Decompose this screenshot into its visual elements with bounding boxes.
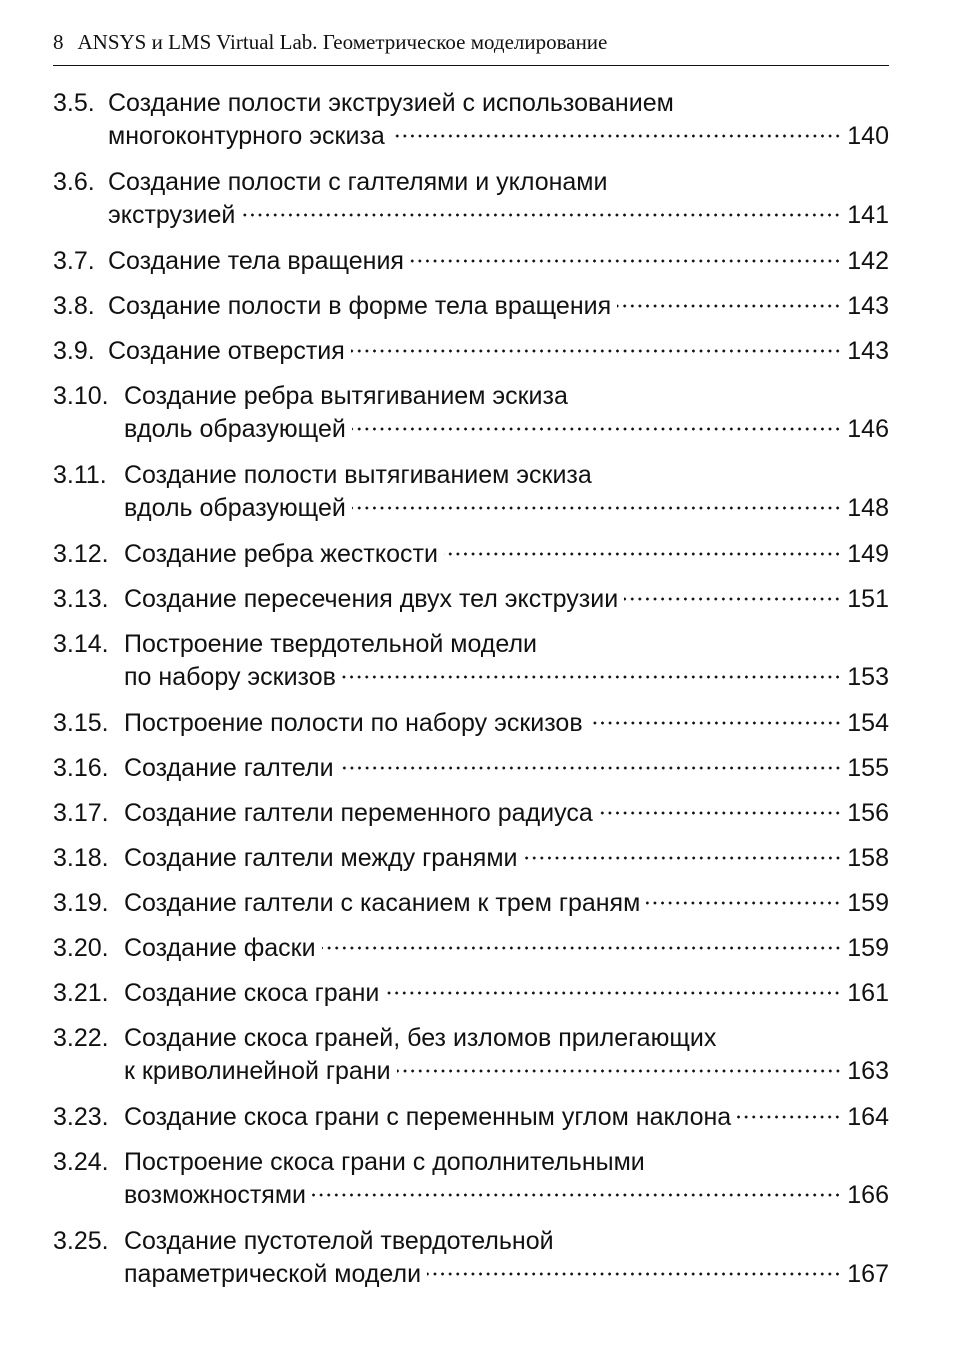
toc-entry-title: Создание тела вращения (108, 247, 404, 275)
dot-leader (352, 419, 841, 439)
toc-entry-page: 148 (847, 494, 889, 522)
toc-entry (53, 538, 889, 571)
toc-entry-page: 161 (847, 979, 889, 1007)
toc-entry-number: 3.24. (53, 1148, 109, 1176)
dot-leader (524, 848, 842, 868)
dot-leader (410, 251, 841, 271)
toc-entry-page: 153 (847, 663, 889, 691)
toc-entry-line (53, 380, 889, 413)
toc-entry-page: 149 (847, 540, 889, 568)
toc-entry-line (53, 166, 889, 199)
toc-entry-line (53, 752, 889, 785)
toc-entry-page: 159 (847, 934, 889, 962)
toc-entry (53, 842, 889, 875)
toc-entry-title: Создание фаски (124, 934, 316, 962)
toc-entry-number: 3.18. (53, 844, 109, 872)
toc-entry (53, 459, 889, 525)
toc-entry-number: 3.13. (53, 585, 109, 613)
toc-entry-line (53, 661, 889, 694)
toc-entry-line (53, 413, 889, 446)
page-number: 8 (53, 30, 64, 54)
dot-leader (589, 713, 842, 733)
dot-leader (599, 803, 842, 823)
toc-entry-title: Построение твердотельной модели (124, 630, 538, 658)
toc-entry-number: 3.11. (53, 461, 107, 489)
table-of-contents (53, 87, 889, 1304)
toc-entry-page: 142 (847, 247, 889, 275)
toc-entry-title: многоконтурного эскиза (108, 122, 385, 150)
toc-entry-number: 3.9. (53, 337, 95, 365)
dot-leader (617, 296, 841, 316)
toc-entry-title: к криволинейной грани (124, 1057, 391, 1085)
toc-entry-title: экструзией (108, 201, 236, 229)
toc-entry-page: 156 (847, 799, 889, 827)
toc-entry-title: Создание галтели с касанием к трем граням (124, 889, 641, 917)
toc-entry (53, 166, 889, 232)
toc-entry-line (53, 492, 889, 525)
toc-entry-line (53, 290, 889, 323)
toc-entry-page: 158 (847, 844, 889, 872)
dot-leader (737, 1107, 841, 1127)
toc-entry-title: Создание отверстия (108, 337, 345, 365)
toc-entry-number: 3.12. (53, 540, 109, 568)
toc-entry-title: вдоль образующей (124, 415, 346, 443)
toc-entry-line (53, 199, 889, 232)
toc-entry-line (53, 932, 889, 965)
toc-entry-title: параметрической модели (124, 1260, 422, 1288)
toc-entry (53, 932, 889, 965)
toc-entry (53, 797, 889, 830)
toc-entry-line (53, 707, 889, 740)
toc-entry (53, 1146, 889, 1212)
toc-entry-title: Создание пересечения двух тел экструзии (124, 585, 619, 613)
dot-leader (340, 758, 842, 778)
toc-entry (53, 87, 889, 153)
toc-entry (53, 335, 889, 368)
dot-leader (351, 341, 842, 361)
toc-entry-title: Построение скоса грани с дополнительными (124, 1148, 645, 1176)
dot-leader (241, 205, 841, 225)
toc-entry-line (53, 538, 889, 571)
dot-leader (427, 1264, 841, 1284)
toc-entry (53, 290, 889, 323)
toc-entry-line (53, 459, 889, 492)
toc-entry-title: Создание галтели (124, 754, 334, 782)
toc-entry-title: по набору эскизов (124, 663, 336, 691)
toc-entry-line (53, 977, 889, 1010)
toc-entry-title: вдоль образующей (124, 494, 346, 522)
dot-leader (312, 1185, 841, 1205)
toc-entry-title: Создание полости экструзией с использованием (108, 89, 674, 117)
toc-entry-line (53, 1225, 889, 1258)
running-title: ANSYS и LMS Virtual Lab. Геометрическое моделирование (77, 30, 608, 54)
toc-entry-number: 3.23. (53, 1103, 109, 1131)
toc-entry-line (53, 797, 889, 830)
toc-entry-line (53, 1055, 889, 1088)
dot-leader (322, 938, 842, 958)
toc-entry-line (53, 335, 889, 368)
dot-leader (397, 1061, 842, 1081)
toc-entry-line (53, 1146, 889, 1179)
toc-entry-title: Создание скоса грани (124, 979, 380, 1007)
toc-entry-title: Создание галтели между гранями (124, 844, 518, 872)
toc-entry-title: Создание галтели переменного радиуса (124, 799, 593, 827)
toc-entry-line (53, 245, 889, 278)
toc-entry-line (53, 583, 889, 616)
toc-entry-number: 3.5. (53, 89, 95, 117)
toc-entry-page: 154 (847, 709, 889, 737)
toc-entry-line (53, 842, 889, 875)
header-rule (53, 65, 889, 66)
toc-entry-page: 155 (847, 754, 889, 782)
toc-entry-line (53, 1022, 889, 1055)
toc-entry-title: Создание ребра вытягиванием эскиза (124, 382, 568, 410)
toc-entry-number: 3.8. (53, 292, 95, 320)
toc-entry-title: Создание полости вытягиванием эскиза (124, 461, 592, 489)
dot-leader (391, 126, 841, 146)
toc-entry (53, 1101, 889, 1134)
toc-entry-number: 3.10. (53, 382, 109, 410)
toc-entry (53, 887, 889, 920)
toc-entry-number: 3.16. (53, 754, 109, 782)
toc-entry-number: 3.15. (53, 709, 109, 737)
toc-entry-title: Создание скоса граней, без изломов прилегающих (124, 1024, 717, 1052)
toc-entry-number: 3.7. (53, 247, 95, 275)
toc-entry (53, 245, 889, 278)
toc-entry (53, 977, 889, 1010)
toc-entry-page: 143 (847, 292, 889, 320)
dot-leader (646, 893, 841, 913)
toc-entry-title: Создание полости с галтелями и уклонами (108, 168, 608, 196)
dot-leader (352, 498, 841, 518)
toc-entry-line (53, 87, 889, 120)
toc-entry-page: 141 (847, 201, 889, 229)
dot-leader (342, 667, 841, 687)
toc-entry-page: 166 (847, 1181, 889, 1209)
toc-entry (53, 752, 889, 785)
toc-entry-page: 140 (847, 122, 889, 150)
toc-entry-page: 167 (847, 1260, 889, 1288)
toc-entry-line (53, 120, 889, 153)
toc-entry-line (53, 628, 889, 661)
toc-entry (53, 707, 889, 740)
toc-entry-number: 3.25. (53, 1227, 109, 1255)
toc-entry-title: Создание полости в форме тела вращения (108, 292, 612, 320)
dot-leader (624, 589, 841, 609)
toc-entry (53, 583, 889, 616)
running-header (53, 30, 889, 62)
toc-entry-number: 3.20. (53, 934, 109, 962)
dot-leader (385, 983, 841, 1003)
toc-entry-title: Создание скоса грани с переменным углом наклона (124, 1103, 732, 1131)
dot-leader (444, 544, 841, 564)
toc-entry-title: Создание пустотелой твердотельной (124, 1227, 554, 1255)
toc-entry (53, 1022, 889, 1088)
toc-entry-page: 143 (847, 337, 889, 365)
toc-entry-number: 3.19. (53, 889, 109, 917)
toc-entry-page: 159 (847, 889, 889, 917)
toc-entry-page: 151 (847, 585, 889, 613)
toc-entry (53, 1225, 889, 1291)
toc-entry-line (53, 1101, 889, 1134)
toc-entry-page: 146 (847, 415, 889, 443)
toc-entry-page: 164 (847, 1103, 889, 1131)
toc-entry-title: Создание ребра жесткости (124, 540, 438, 568)
toc-entry (53, 380, 889, 446)
toc-entry-number: 3.22. (53, 1024, 109, 1052)
toc-entry-number: 3.6. (53, 168, 95, 196)
toc-entry-number: 3.21. (53, 979, 109, 1007)
toc-entry-title: Построение полости по набору эскизов (124, 709, 583, 737)
toc-entry-page: 163 (847, 1057, 889, 1085)
toc-entry-line (53, 1179, 889, 1212)
toc-entry-line (53, 887, 889, 920)
toc-entry-line (53, 1258, 889, 1291)
toc-entry-title: возможностями (124, 1181, 306, 1209)
toc-entry-number: 3.14. (53, 630, 109, 658)
toc-entry (53, 628, 889, 694)
toc-entry-number: 3.17. (53, 799, 109, 827)
